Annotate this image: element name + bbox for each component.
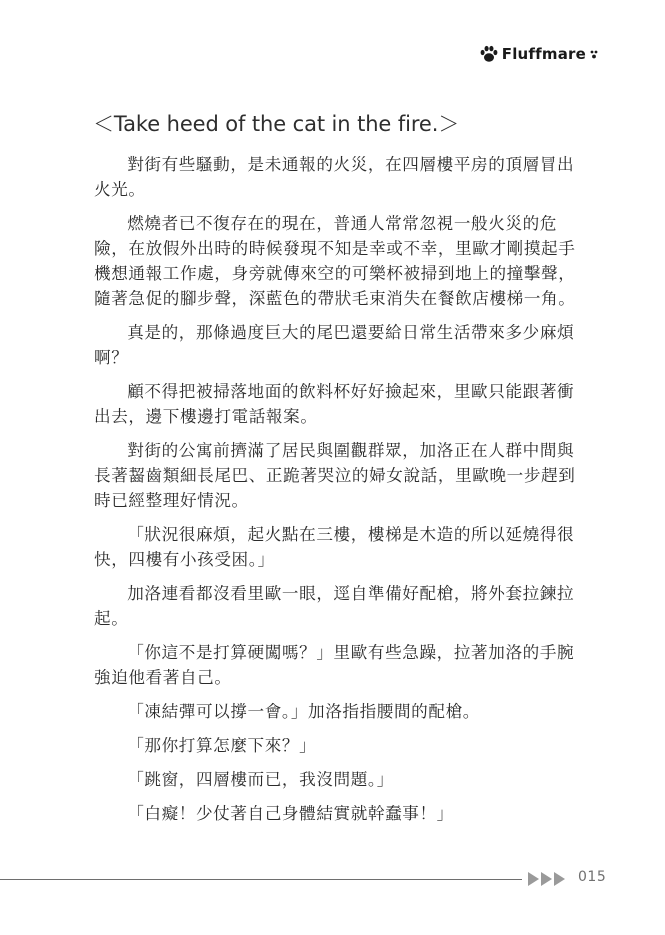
paragraph: 「白癡！少仗著自己身體結實就幹蠢事！」 [127,804,454,823]
chapter-title: ＜Take heed of the cat in the fire.＞ [93,112,460,136]
paragraph: 燃燒者已不復存在的現在，普通人常常忽視一般火災的危險，在放假外出時的時候發現不知是幸或不幸，里歐才剛摸起手機想通報工作處，身旁就傳來空的可樂杯被掃到地上的撞擊聲，隨著急促的腳步聲，深藍色的帶狀毛束消失在餐飲店樓梯一角。 [94,214,576,308]
paragraph: 對街有些騷動，是未通報的火災，在四層樓平房的頂層冒出火光。 [94,155,575,199]
paragraph: 「跳窗，四層樓而已，我沒問題。」 [127,770,394,789]
page-number: 015 [578,869,607,885]
body-text [94,152,576,835]
paragraph: 對街的公寓前擠滿了居民與圍觀群眾，加洛正在人群中間與長著齧齒類細長尾巴、正跪著哭泣的婦女說話，里歐晚一步趕到時已經整理好情況。 [94,441,576,510]
paragraph: 「你這不是打算硬闖嗎？」里歐有些急躁，拉著加洛的手腕強迫他看著自己。 [94,643,575,687]
paw-icon [479,44,499,64]
triple-arrow-icon [528,871,568,887]
brand-logo [479,44,599,64]
paragraph: 「凍結彈可以撐一會。」加洛指指腰間的配槍。 [127,702,480,721]
paragraph: 「狀況很麻煩，起火點在三樓，樓梯是木造的所以延燒得很快，四樓有小孩受困。」 [94,525,575,569]
paragraph: 真是的，那條過度巨大的尾巴還要給日常生活帶來多少麻煩啊？ [94,323,575,367]
paw-dots-icon [589,48,599,60]
footer-rule [0,879,522,880]
paragraph: 「那你打算怎麼下來？」 [127,736,317,755]
paragraph: 加洛連看都沒看里歐一眼，逕自準備好配槍，將外套拉鍊拉起。 [94,584,575,628]
paragraph: 顧不得把被掃落地面的飲料杯好好撿起來，里歐只能跟著衝出去，邊下樓邊打電話報案。 [94,382,575,426]
brand-name: Fluffmare [501,45,586,63]
